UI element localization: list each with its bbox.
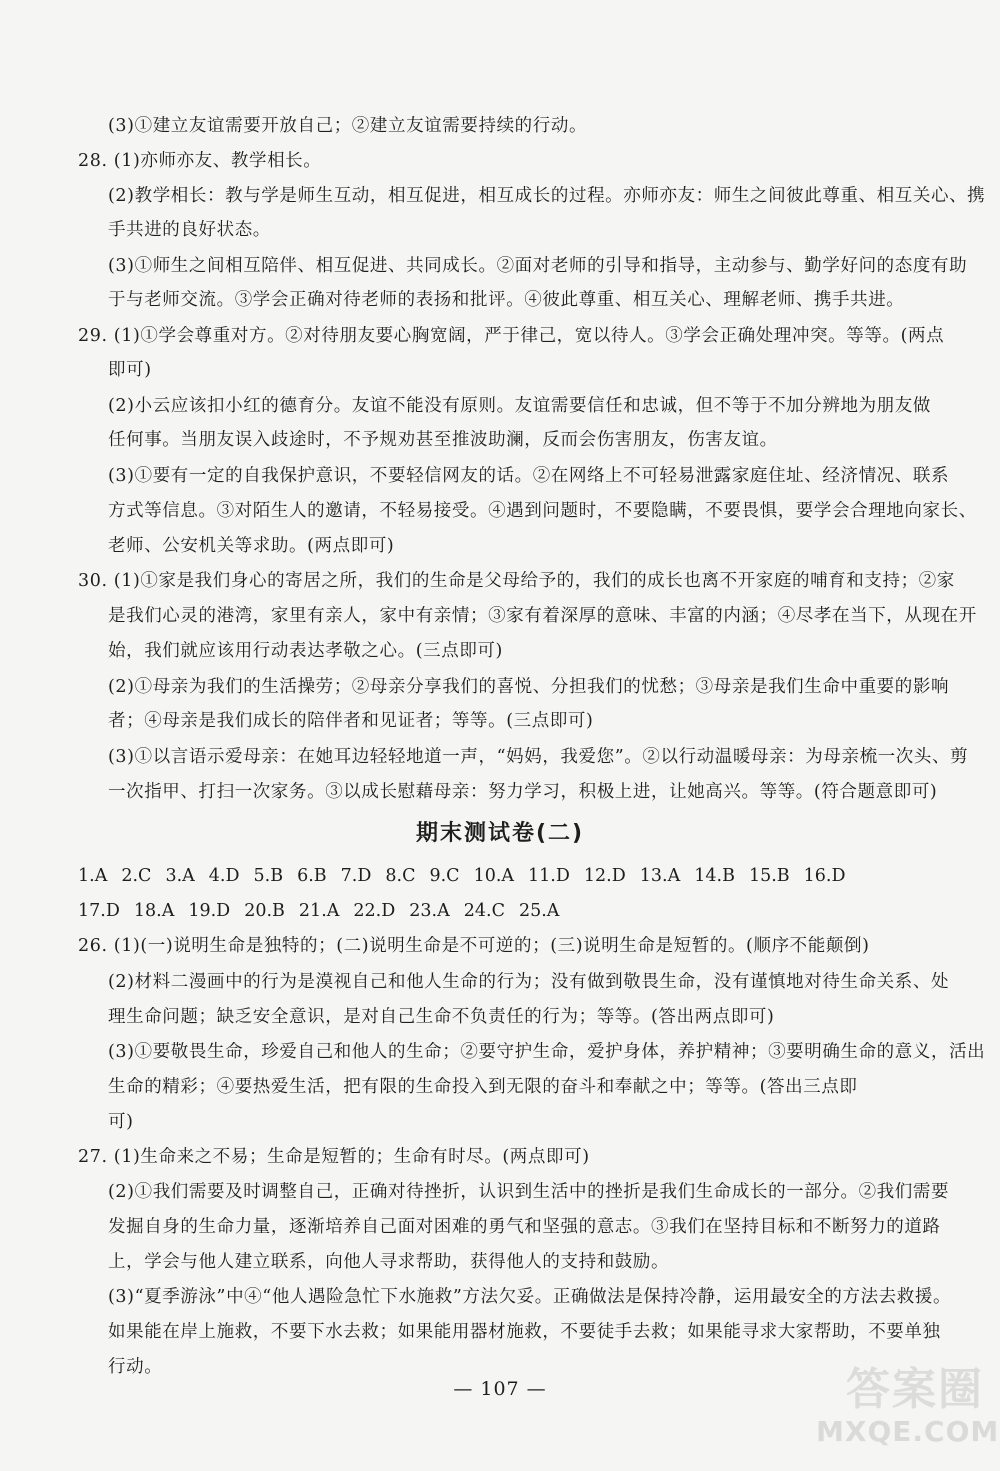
answer-item: 3.A [165,866,195,886]
text-line: (3)①师生之间相互陪伴、相互促进、共同成长。②面对老师的引导和指导，主动参与、勤学好问的态度有助 [108,256,968,276]
text-line: (3)“夏季游泳”中④“他人遇险急忙下水施救”方法欠妥。正确做法是保持冷静，运用最安全的方法去救援。 [108,1287,952,1307]
answer-item: 19.D [188,901,231,921]
section-title: 期末测试卷(二) [415,821,585,846]
text-line: (2)①我们需要及时调整自己，正确对待挫折，认识到生活中的挫折是我们生命成长的一部分。②我们需要 [108,1182,950,1202]
answer-item: 10.A [473,866,515,886]
text-line: 手共进的良好状态。 [108,220,271,240]
answer-item: 25.A [518,901,560,921]
answer-item: 21.A [298,901,340,921]
question-26: 26. (1)(一)说明生命是独特的；(二)说明生命是不可逆的；(三)说明生命是短暂的。(顺序不能颠倒) [78,936,870,956]
text-line: (3)①以言语示爱母亲：在她耳边轻轻地道一声，“妈妈，我爱您”。②以行动温暖母亲：为母亲梳一次头、剪 [108,747,969,767]
watermark-url: MXQE.COM [816,1415,1000,1448]
answer-item: 6.B [297,866,327,886]
answer-item: 22.D [353,901,396,921]
answer-item: 23.A [409,901,450,921]
answer-item: 11.D [528,866,570,886]
text-line: (2)小云应该扣小红的德育分。友谊不能没有原则。友谊需要信任和忠诚，但不等于不加分辨地为朋友做 [108,396,931,416]
question-27: 27. (1)生命来之不易；生命是短暂的；生命有时尽。(两点即可) [78,1147,590,1167]
answer-item: 20.B [244,901,285,921]
text-line: 任何事。当朋友误入歧途时，不予规劝甚至推波助澜，反而会伤害朋友，伤害友谊。 [108,430,778,450]
text-line: (3)①建立友谊需要开放自己；②建立友谊需要持续的行动。 [108,116,588,136]
answer-item: 9.C [429,866,460,886]
question-28: 28. (1)亦师亦友、教学相长。 [78,151,322,171]
answer-item: 8.C [385,866,416,886]
text-line: 是我们心灵的港湾，家里有亲人，家中有亲情；③家有着深厚的意味、丰富的内涵；④尽孝在当下，从现在开 [108,606,977,626]
answer-row [78,897,573,925]
watermark-logo: 答案圈 [846,1364,984,1415]
text-line: 者；④母亲是我们成长的陪伴者和见证者；等等。(三点即可) [108,711,594,731]
text-line: 方式等信息。③对陌生人的邀请，不轻易接受。④遇到问题时，不要隐瞒，不要畏惧，要学会合理地向家长、 [108,501,977,521]
text-line: 于与老师交流。③学会正确对待老师的表扬和批评。④彼此尊重、相互关心、理解老师、携手共进。 [108,290,905,310]
page-number: — 107 — [453,1378,547,1400]
answer-item: 2.C [121,866,152,886]
answer-item: 7.D [340,866,372,886]
answer-item: 4.D [208,866,240,886]
question-30: 30. (1)①家是我们身心的寄居之所，我们的生命是父母给予的，我们的成长也离不开家庭的哺育和支持；②家 [78,571,955,591]
answer-item: 16.D [803,866,846,886]
text-line: 老师、公安机关等求助。(两点即可) [108,536,395,556]
answer-item: 14.B [694,866,735,886]
text-line: 发掘自身的生命力量，逐渐培养自己面对困难的勇气和坚强的意志。③我们在坚持目标和不断努力的道路 [108,1217,941,1237]
text-line: (3)①要敬畏生命，珍爱自己和他人的生命；②要守护生命，爱护身体，养护精神；③要明确生命的意义，活出 [108,1042,986,1062]
text-line: 上，学会与他人建立联系，向他人寻求帮助，获得他人的支持和鼓励。 [108,1252,670,1272]
question-29: 29. (1)①学会尊重对方。②对待朋友要心胸宽阔，严于律己，宽以待人。③学会正确处理冲突。等等。(两点 [78,326,945,346]
answer-item: 1.A [78,866,108,886]
text-line: 如果能在岸上施救，不要下水去救；如果能用器材施救，不要徒手去救；如果能寻求大家帮助，不要单独 [108,1322,941,1342]
text-line: (3)①要有一定的自我保护意识，不要轻信网友的话。②在网络上不可轻易泄露家庭住址、经济情况、联系 [108,466,950,486]
text-line: 生命的精彩；④要热爱生活，把有限的生命投入到无限的奋斗和奉献之中；等等。(答出三点即 [108,1077,858,1097]
text-line: (2)①母亲为我们的生活操劳；②母亲分享我们的喜悦、分担我们的忧愁；③母亲是我们生命中重要的影响 [108,677,950,697]
text-line: 行动。 [108,1357,163,1377]
answer-item: 18.A [133,901,175,921]
answer-item: 12.D [583,866,626,886]
watermark [806,1353,1000,1463]
text-line: 可) [108,1112,134,1132]
text-line: 即可) [108,360,152,380]
answer-item: 5.B [253,866,284,886]
answer-item: 13.A [639,866,681,886]
text-line: (2)教学相长：教与学是师生互动，相互促进，相互成长的过程。亦师亦友：师生之间彼此尊重、相互关心、携 [108,186,986,206]
answer-item: 17.D [78,901,120,921]
text-line: 一次指甲、打扫一次家务。③以成长慰藉母亲：努力学习，积极上进，让她高兴。等等。(符合题意即可) [108,782,938,802]
text-line: (2)材料二漫画中的行为是漠视自己和他人生命的行为；没有做到敬畏生命，没有谨慎地对待生命关系、处 [108,972,950,992]
answer-item: 15.B [748,866,790,886]
answer-item: 24.C [463,901,505,921]
text-line: 始，我们就应该用行动表达孝敬之心。(三点即可) [108,641,503,661]
text-line: 理生命问题；缺乏安全意识，是对自己生命不负责任的行为；等等。(答出两点即可) [108,1007,775,1027]
answer-row [78,862,860,890]
